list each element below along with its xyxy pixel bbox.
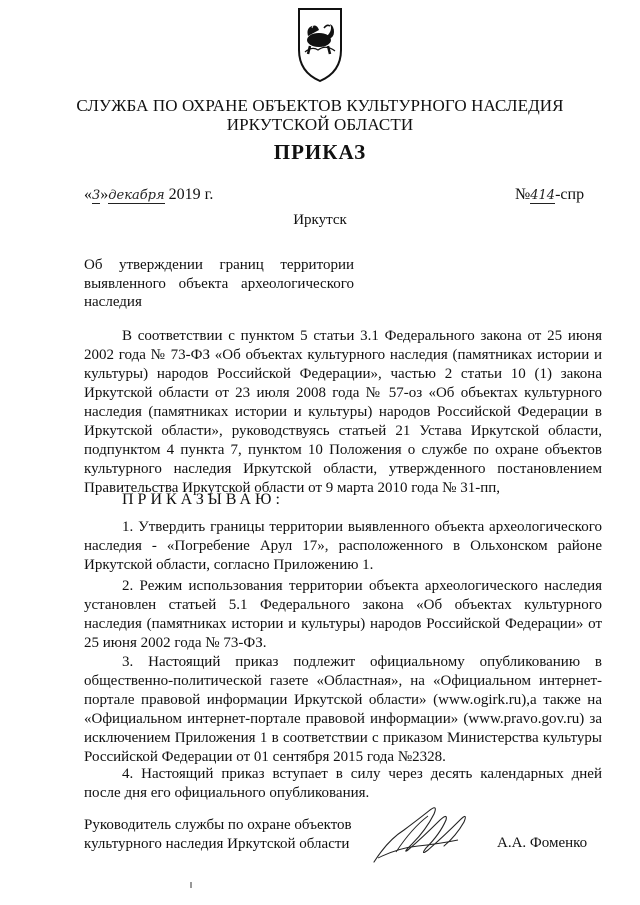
order-subject: Об утверждении границ территории выявленного объекта археологического наследия: [84, 257, 354, 310]
city: Иркутск: [293, 212, 347, 228]
signer-position-line1: Руководитель службы по охране объектов: [84, 817, 352, 833]
signer-name: А.А. Фоменко: [497, 835, 588, 851]
date-month: декабря: [108, 188, 165, 203]
preamble-paragraph: В соответствии с пунктом 5 статьи 3.1 Федерального закона от 25 июня 2002 года № 73-ФЗ «Об объектах культурного наследия (памятниках истории и культуры) народов Российской Федерации», частью 2 статьи 10 (1) закона Иркутской области от 23 июля 2008 года № 57-оз «Об объектах культурного наследия (памятниках истории и культуры) народов Российской Федерации в Иркутской области», руководствуясь статьей 21 Устава Иркутской области, подпунктом 4 пункта 7, пунктом 10 Положения о службе по охране объектов культурного наследия Иркутской области, утвержденного постановлением Правительства Иркутской области от 9 марта 2010 года № 31-пп,: [84, 328, 602, 496]
coat-of-arms-icon: [296, 6, 344, 84]
number-value: 414: [530, 188, 556, 203]
signer-position: [84, 816, 384, 854]
number-sign: №: [515, 186, 531, 203]
number-suffix: -спр: [555, 186, 585, 203]
order-item-2: 2. Режим использования территории объекта археологического наследия установлен статьей 5.1 Федерального закона «Об объектах культурного наследия (памятниках истории и культуры) народов Российской Федерации» от 25 июня 2002 года № 73-ФЗ.: [84, 578, 602, 651]
document-title: ПРИКАЗ: [273, 140, 367, 164]
date-day: 3: [92, 188, 101, 203]
orders-heading: ПРИКАЗЫВАЮ:: [122, 491, 284, 508]
order-item-4: 4. Настоящий приказ вступает в силу через десять календарных дней после дня его официального опубликования.: [84, 766, 602, 801]
organization-name-line1: СЛУЖБА ПО ОХРАНЕ ОБЪЕКТОВ КУЛЬТУРНОГО НАСЛЕДИЯ: [76, 96, 564, 115]
organization-name-line2: ИРКУТСКОЙ ОБЛАСТИ: [226, 115, 414, 134]
order-number: [515, 186, 584, 204]
date-open-quote: «: [84, 186, 92, 203]
order-item-1: 1. Утвердить границы территории выявленного объекта археологического наследия - «Погребение Арул 17», расположенного в Ольхонском районе Иркутской области, согласно Приложению 1.: [84, 519, 602, 573]
date-year: 2019 г.: [168, 186, 214, 203]
order-date: [84, 186, 213, 204]
order-item-3: 3. Настоящий приказ подлежит официальному опубликованию в общественно-политической газете «Областная», на «Официальном интернет-портале правовой информации Иркутской области» (www.ogirk.ru),а также на «Официальном интернет-портале правовой информации» (www.pravo.gov.ru) за исключением Приложения 1 в соответствии с приказом Министерства культуры Российской Федерации от 01 сентября 2015 года №2328.: [84, 654, 602, 765]
date-close-quote: »: [100, 186, 109, 203]
signer-position-line2: культурного наследия Иркутской области: [84, 836, 350, 852]
handwritten-signature: [368, 800, 478, 870]
scan-mark: [190, 882, 192, 888]
